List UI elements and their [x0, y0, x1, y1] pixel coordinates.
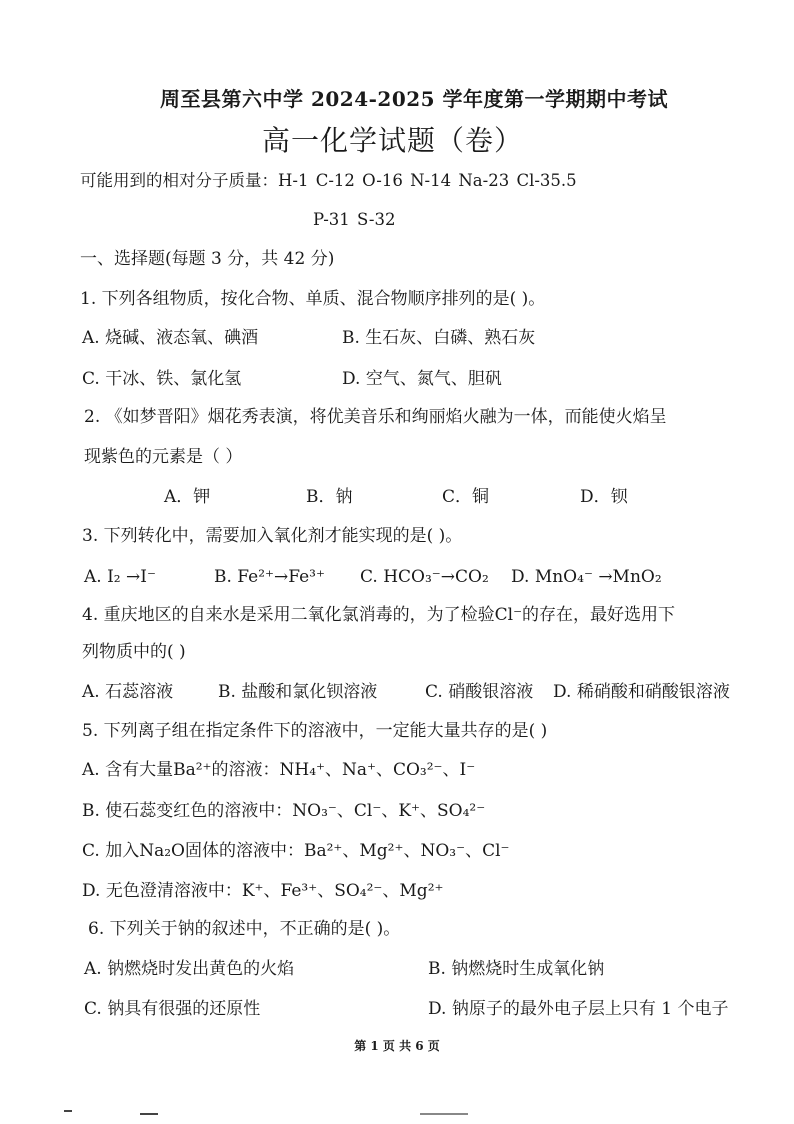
question-3-option-c: C. HCO₃⁻→CO₂: [360, 567, 489, 587]
exam-subtitle: 高一化学试题（卷）: [262, 124, 524, 157]
page-number: 第 1 页 共 6 页: [354, 1039, 440, 1053]
question-5-option-b: B. 使石蕊变红色的溶液中：NO₃⁻、Cl⁻、K⁺、SO₄²⁻: [82, 801, 486, 821]
question-4-option-d: D. 稀硝酸和硝酸银溶液: [553, 682, 730, 702]
question-6-option-b: B. 钠燃烧时生成氧化钠: [428, 959, 605, 979]
question-4-option-a: A. 石蕊溶液: [82, 682, 174, 702]
scan-artifact: [420, 1113, 468, 1115]
question-6-stem: 6. 下列关于钠的叙述中，不正确的是( )。: [88, 919, 401, 939]
question-4-stem-line-2: 列物质中的( ): [82, 642, 186, 662]
question-4-stem-line-1: 4. 重庆地区的自来水是采用二氧化氯消毒的，为了检验Cl⁻的存在，最好选用下: [82, 605, 676, 625]
exam-title: 周至县第六中学 2024-2025 学年度第一学期期中考试: [160, 87, 669, 111]
question-3-option-d: D. MnO₄⁻ →MnO₂: [511, 567, 662, 587]
question-1-option-b: B. 生石灰、白磷、熟石灰: [342, 328, 536, 348]
question-4-option-c: C. 硝酸银溶液: [425, 682, 534, 702]
question-1-stem: 1. 下列各组物质，按化合物、单质、混合物顺序排列的是( )。: [80, 289, 546, 309]
question-3-option-a: A. I₂ →I⁻: [84, 567, 156, 587]
question-2-stem-line-2: 现紫色的元素是（ ）: [84, 447, 243, 467]
question-3-stem: 3. 下列转化中，需要加入氧化剂才能实现的是( )。: [82, 526, 463, 546]
atomic-masses-line-2: P-31 S-32: [313, 210, 396, 229]
question-1-option-a: A. 烧碱、液态氧、碘酒: [82, 328, 259, 348]
question-4-option-b: B. 盐酸和氯化钡溶液: [218, 682, 378, 702]
question-2-option-d: D．钡: [580, 487, 628, 507]
question-6-option-a: A. 钠燃烧时发出黄色的火焰: [84, 959, 295, 979]
question-6-option-d: D. 钠原子的最外电子层上只有 1 个电子: [428, 999, 729, 1019]
question-2-stem-line-1: 2. 《如梦晋阳》烟花秀表演，将优美音乐和绚丽焰火融为一体，而能使火焰呈: [84, 407, 667, 427]
question-5-option-c: C. 加入Na₂O固体的溶液中：Ba²⁺、Mg²⁺、NO₃⁻、Cl⁻: [82, 841, 510, 861]
question-1-option-d: D. 空气、氮气、胆矾: [342, 369, 502, 389]
question-5-stem: 5. 下列离子组在指定条件下的溶液中，一定能大量共存的是( ): [82, 721, 548, 741]
scan-artifact: [140, 1113, 158, 1115]
question-3-option-b: B. Fe²⁺→Fe³⁺: [214, 567, 325, 587]
atomic-masses-line-1: 可能用到的相对分子质量：H-1 C-12 O-16 N-14 Na-23 Cl-35.5: [80, 171, 577, 190]
question-5-option-a: A. 含有大量Ba²⁺的溶液：NH₄⁺、Na⁺、CO₃²⁻、I⁻: [82, 760, 476, 780]
scan-artifact: [64, 1110, 72, 1112]
question-2-option-b: B．钠: [306, 487, 353, 507]
question-2-option-a: A．钾: [164, 487, 211, 507]
question-5-option-d: D. 无色澄清溶液中：K⁺、Fe³⁺、SO₄²⁻、Mg²⁺: [82, 881, 444, 901]
question-6-option-c: C. 钠具有很强的还原性: [84, 999, 261, 1019]
question-2-option-c: C．铜: [442, 487, 490, 507]
section-heading: 一、选择题(每题 3 分，共 42 分): [80, 249, 335, 269]
question-1-option-c: C. 干冰、铁、氯化氢: [82, 369, 242, 389]
